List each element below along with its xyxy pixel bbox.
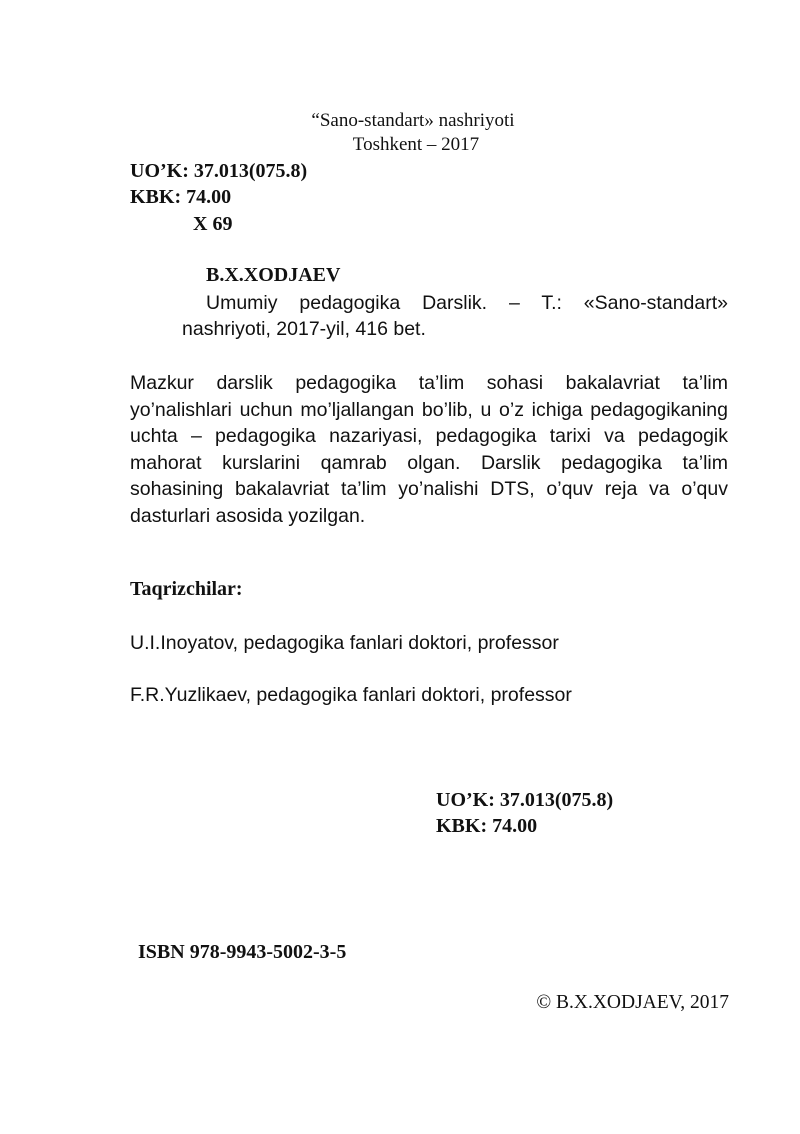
bibliographic-line-2: nashriyoti, 2017-yil, 416 bet. bbox=[182, 318, 426, 340]
publisher-line: “Sano-standart» nashriyoti bbox=[311, 110, 515, 131]
kbk-code-top: KBK: 74.00 bbox=[130, 186, 232, 208]
kbk-code-bottom: KBK: 74.00 bbox=[436, 815, 538, 837]
reviewers-heading: Taqrizchilar: bbox=[130, 578, 243, 600]
reviewer-item: F.R.Yuzlikaev, pedagogika fanlari doktori, professor bbox=[130, 684, 572, 706]
bibliographic-line-1: Umumiy pedagogika Darslik. – T.: «Sano-standart» bbox=[206, 292, 728, 314]
copyright-notice: © B.X.XODJAEV, 2017 bbox=[536, 992, 729, 1013]
author-name: B.X.XODJAEV bbox=[206, 264, 341, 286]
isbn-number: ISBN 978-9943-5002-3-5 bbox=[138, 941, 347, 963]
abstract-paragraph: Mazkur darslik pedagogika ta’lim sohasi bakalavriat ta’lim yo’nalishlari uchun mo’ljallangan bo’lib, u o’z ichiga pedagogikaning uchta – pedagogika nazariyasi, pedagogika tarixi va pedagogik mahorat kurslarini qamrab olgan. Darslik pedagogika ta’lim sohasining bakalavriat ta’lim yo’nalishi DTS, o’quv reja va o’quv dasturlari asosida yozilgan. bbox=[130, 372, 728, 527]
city-year-line: Toshkent – 2017 bbox=[352, 134, 480, 155]
udc-code-top: UO’K: 37.013(075.8) bbox=[130, 160, 308, 182]
udc-code-bottom: UO’K: 37.013(075.8) bbox=[436, 789, 614, 811]
author-mark: X 69 bbox=[193, 213, 233, 235]
reviewer-item: U.I.Inoyatov, pedagogika fanlari doktori, professor bbox=[130, 632, 559, 654]
